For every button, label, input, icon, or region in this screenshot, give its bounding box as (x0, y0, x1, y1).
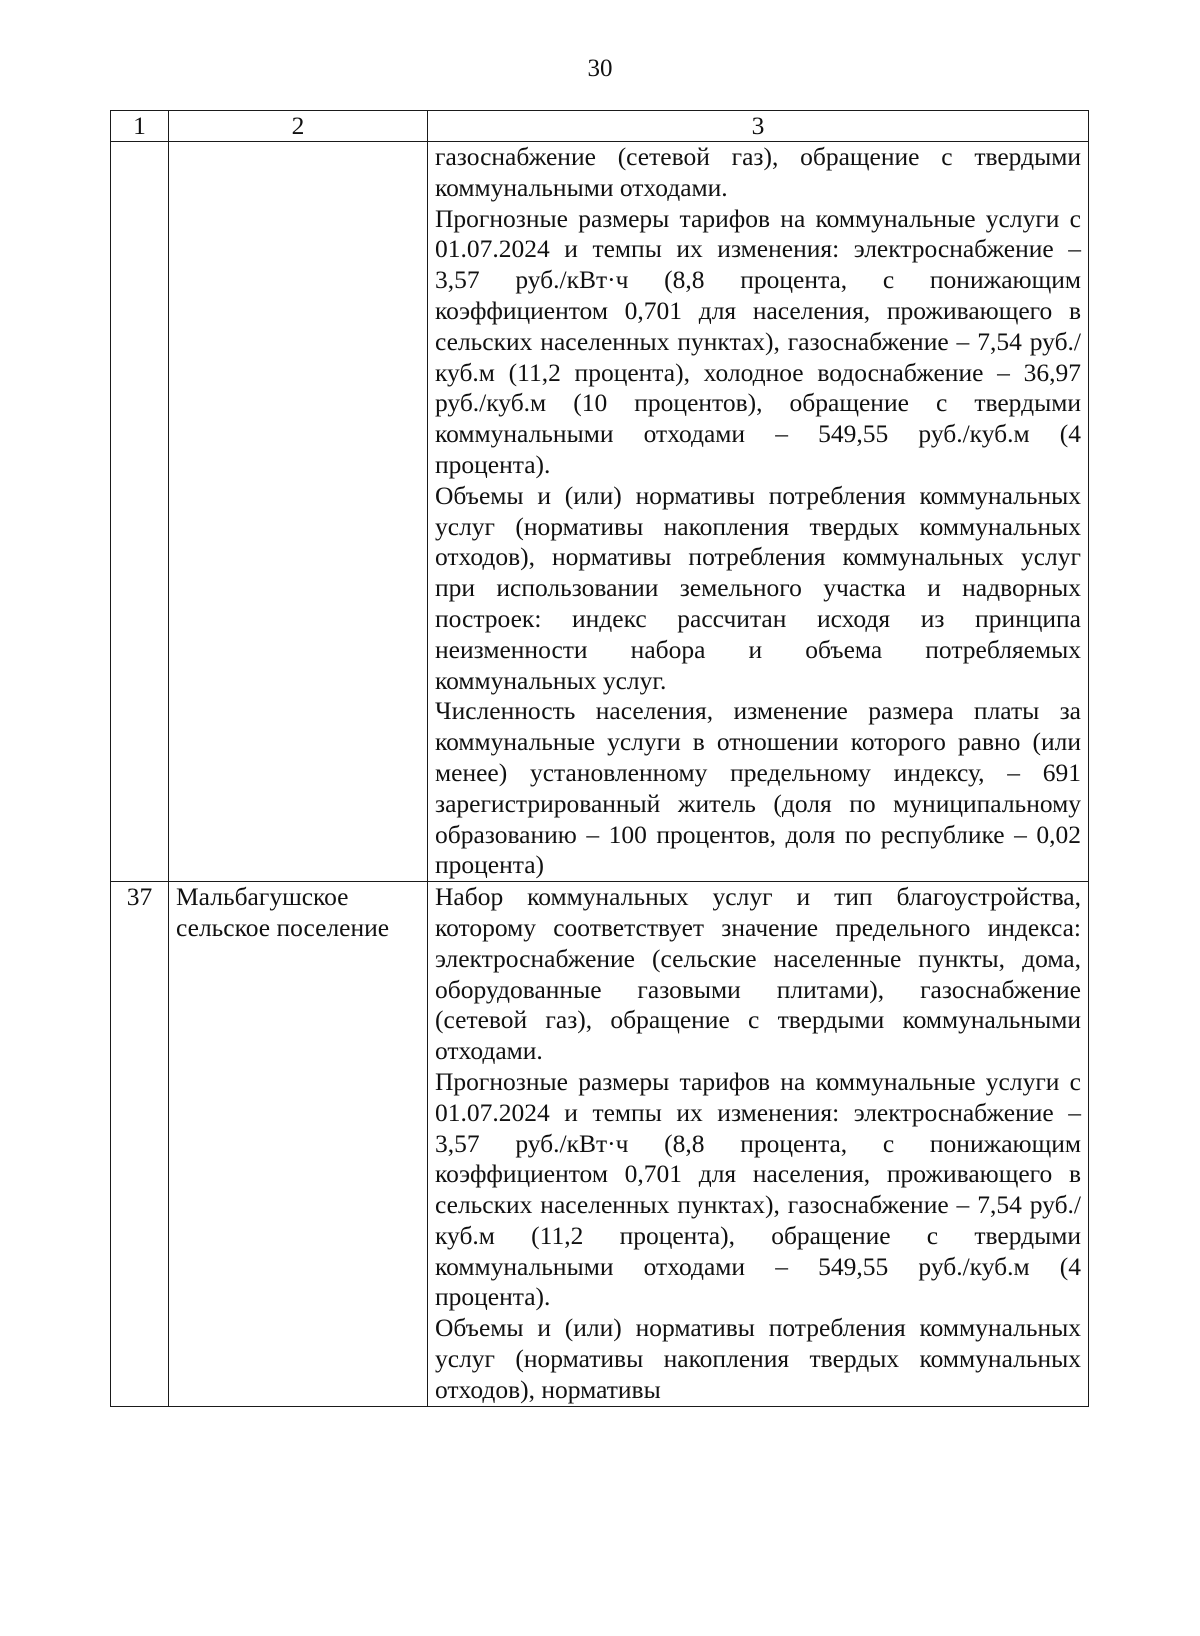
table-row (111, 142, 1089, 882)
row-number-cell (111, 142, 169, 882)
page-number: 30 (587, 55, 613, 82)
settlement-name-cell: Мальбагушское сельское поселение (169, 882, 428, 1407)
description-cell (428, 142, 1089, 882)
table-row (111, 882, 1089, 1407)
paragraph: Прогнозные размеры тарифов на коммунальные услуги с 01.07.2024 и темпы их изменения: электроснабжение – 3,57 руб./кВт·ч (8,8 процента, с понижающим коэффициентом 0,701 для населения, проживающего в сельских населенных пунктах), газоснабжение – 7,54 руб./куб.м (11,2 процента), обращение с твердыми коммунальными отходами – 549,55 руб./куб.м (4 процента). (435, 1066, 1081, 1312)
paragraph: Набор коммунальных услуг и тип благоустройства, которому соответствует значение предельного индекса: электроснабжение (сельские населенные пункты, дома, оборудованные газовыми плитами), газоснабжение (сетевой газ), обращение с твердыми коммунальными отходами. (435, 882, 1081, 1066)
description-cell (428, 882, 1089, 1407)
tariff-table (110, 110, 1089, 1407)
paragraph: газоснабжение (сетевой газ), обращение с твердыми коммунальными отходами. (435, 142, 1081, 202)
table-header-row (111, 111, 1089, 142)
paragraph: Численность населения, изменение размера платы за коммунальные услуги в отношении которого равно (или менее) установленному предельному индексу, – 691 зарегистрированный житель (доля по муниципальному образованию – 100 процентов, доля по республике – 0,02 процента) (435, 696, 1081, 880)
paragraph: Прогнозные размеры тарифов на коммунальные услуги с 01.07.2024 и темпы их изменения: электроснабжение – 3,57 руб./кВт·ч (8,8 процента, с понижающим коэффициентом 0,701 для населения, проживающего в сельских населенных пунктах), газоснабжение – 7,54 руб./куб.м (11,2 процента), холодное водоснабжение – 36,97 руб./куб.м (10 процентов), обращение с твердыми коммунальными отходами – 549,55 руб./куб.м (4 процента). (435, 203, 1081, 479)
paragraph: Объемы и (или) нормативы потребления коммунальных услуг (нормативы накопления твердых коммунальных отходов), нормативы (435, 1313, 1081, 1404)
header-cell-2: 2 (169, 111, 428, 142)
row-number-cell: 37 (111, 882, 169, 1407)
settlement-name-cell (169, 142, 428, 882)
header-cell-1: 1 (111, 111, 169, 142)
paragraph: Объемы и (или) нормативы потребления коммунальных услуг (нормативы накопления твердых коммунальных отходов), нормативы потребления коммунальных услуг при использовании земельного участка и надворных построек: индекс рассчитан исходя из принципа неизменности набора и объема потребляемых коммунальных услуг. (435, 480, 1081, 695)
header-cell-3: 3 (428, 111, 1089, 142)
